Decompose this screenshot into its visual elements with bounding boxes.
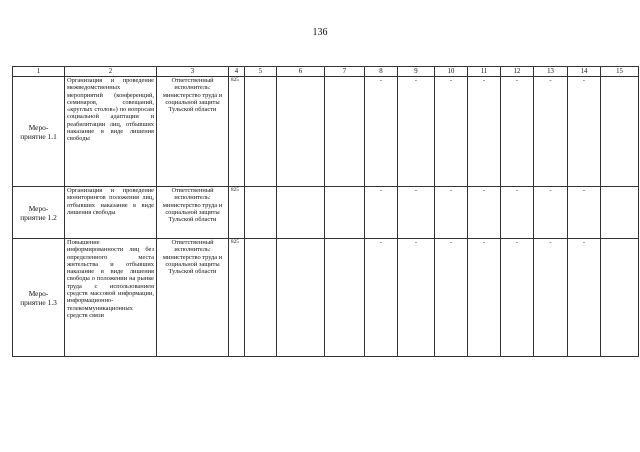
cell-col9: - — [398, 239, 435, 357]
column-header: 12 — [501, 67, 534, 77]
cell-col6 — [277, 77, 325, 187]
cell-col11: - — [468, 239, 501, 357]
column-header: 14 — [568, 67, 601, 77]
cell-col14: - — [568, 239, 601, 357]
table-row — [13, 77, 639, 187]
cell-col13: - — [534, 239, 568, 357]
column-header: 10 — [435, 67, 468, 77]
cell-col12: - — [501, 77, 534, 187]
activity-description: Организация и проведение межведомственных мероприятий (конференций, семинаров, совещаний, «круглых столов») по вопросам социальной адаптации и реабилитации лиц, отбывших наказание в виде лишения свободы — [65, 77, 157, 187]
table-row — [13, 187, 639, 239]
activity-label: Меро- приятие 1.1 — [13, 77, 65, 187]
column-header: 7 — [325, 67, 365, 77]
cell-col7 — [325, 77, 365, 187]
table-header-row — [13, 67, 639, 77]
budget-code: 825 — [229, 187, 245, 239]
cell-col10: - — [435, 77, 468, 187]
cell-col5 — [245, 239, 277, 357]
column-header: 5 — [245, 67, 277, 77]
cell-col5 — [245, 187, 277, 239]
cell-col13: - — [534, 77, 568, 187]
column-header: 3 — [157, 67, 229, 77]
column-header: 15 — [601, 67, 639, 77]
page-number: 136 — [312, 27, 328, 38]
cell-col6 — [277, 187, 325, 239]
cell-col11: - — [468, 77, 501, 187]
activity-description: Повышение информированности лиц без определенного места жительства и отбывших наказание в виде лишения свободы о положении на рынке труда с использованием средств массовой информации, информационно-телекоммуникационных средств связи — [65, 239, 157, 357]
column-header: 13 — [534, 67, 568, 77]
cell-col12: - — [501, 239, 534, 357]
column-header: 11 — [468, 67, 501, 77]
column-header: 2 — [65, 67, 157, 77]
cell-col10: - — [435, 239, 468, 357]
activity-executor: Ответственный исполнитель: министерство труда и социальной защиты Тульской области — [157, 187, 229, 239]
activity-description: Организация и проведение мониторингов положения лиц, отбывших наказание в виде лишения свободы — [65, 187, 157, 239]
column-header: 1 — [13, 67, 65, 77]
activity-executor: Ответственный исполнитель: министерство труда и социальной защиты Тульской области — [157, 77, 229, 187]
activity-executor: Ответственный исполнитель: министерство труда и социальной защиты Тульской области — [157, 239, 229, 357]
cell-col9: - — [398, 187, 435, 239]
cell-col5 — [245, 77, 277, 187]
column-header: 8 — [365, 67, 398, 77]
cell-col14: - — [568, 77, 601, 187]
budget-code: 825 — [229, 77, 245, 187]
cell-col8: - — [365, 239, 398, 357]
cell-col14: - — [568, 187, 601, 239]
table-row — [13, 239, 639, 357]
column-header: 9 — [398, 67, 435, 77]
cell-col8: - — [365, 77, 398, 187]
cell-col8: - — [365, 187, 398, 239]
cell-col10: - — [435, 187, 468, 239]
cell-col15 — [601, 239, 639, 357]
activity-label: Меро- приятие 1.2 — [13, 187, 65, 239]
cell-col6 — [277, 239, 325, 357]
program-activities-table — [12, 66, 639, 357]
cell-col9: - — [398, 77, 435, 187]
activity-label: Меро- приятие 1.3 — [13, 239, 65, 357]
cell-col13: - — [534, 187, 568, 239]
cell-col15 — [601, 77, 639, 187]
budget-code: 825 — [229, 239, 245, 357]
cell-col15 — [601, 187, 639, 239]
cell-col12: - — [501, 187, 534, 239]
cell-col7 — [325, 187, 365, 239]
cell-col7 — [325, 239, 365, 357]
cell-col11: - — [468, 187, 501, 239]
column-header: 6 — [277, 67, 325, 77]
column-header: 4 — [229, 67, 245, 77]
